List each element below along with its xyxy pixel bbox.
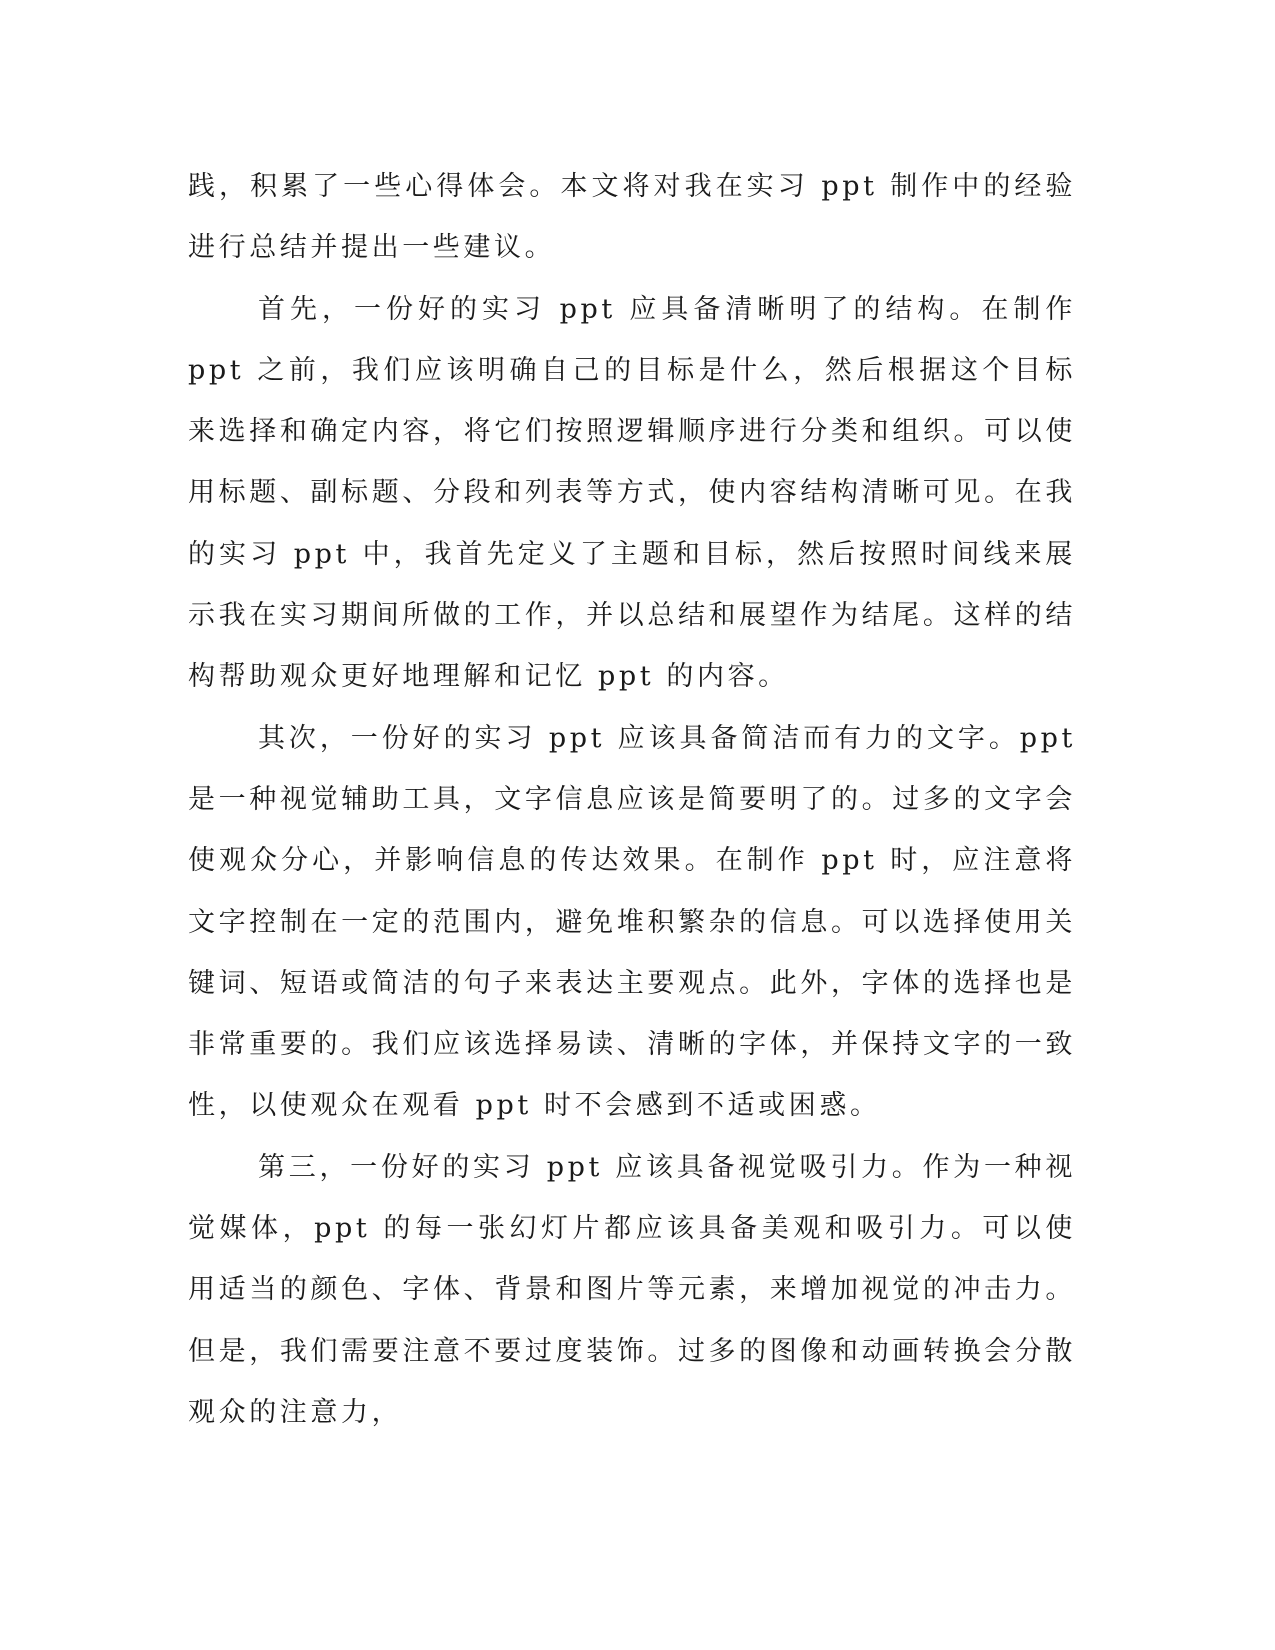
paragraph-3: 其次，一份好的实习 ppt 应该具备简洁而有力的文字。ppt 是一种视觉辅助工具，文字信息应该是简要明了的。过多的文字会使观众分心，并影响信息的传达效果。在制作 ppt 时，应注意将文字控制在一定的范围内，避免堆积繁杂的信息。可以选择使用关键词、短语或简洁的句子来表达主要观点。此外，字体的选择也是非常重要的。我们应该选择易读、清晰的字体，并保持文字的一致性，以使观众在观看 ppt 时不会感到不适或困惑。 (188, 722, 1076, 1122)
paragraph-4: 第三，一份好的实习 ppt 应该具备视觉吸引力。作为一种视觉媒体，ppt 的每一张幻灯片都应该具备美观和吸引力。可以使用适当的颜色、字体、背景和图片等元素，来增加视觉的冲击力。但是，我们需要注意不要过度装饰。过多的图像和动画转换会分散观众的注意力， (188, 1151, 1076, 1428)
paragraph-1: 践，积累了一些心得体会。本文将对我在实习 ppt 制作中的经验进行总结并提出一些建议。 (188, 171, 1076, 264)
paragraph-2: 首先，一份好的实习 ppt 应具备清晰明了的结构。在制作 ppt 之前，我们应该明确自己的目标是什么，然后根据这个目标来选择和确定内容，将它们按照逻辑顺序进行分类和组织。可以使用标题、副标题、分段和列表等方式，使内容结构清晰可见。在我的实习 ppt 中，我首先定义了主题和目标，然后按照时间线来展示我在实习期间所做的工作，并以总结和展望作为结尾。这样的结构帮助观众更好地理解和记忆 ppt 的内容。 (188, 293, 1076, 693)
document-body (188, 156, 1076, 1443)
